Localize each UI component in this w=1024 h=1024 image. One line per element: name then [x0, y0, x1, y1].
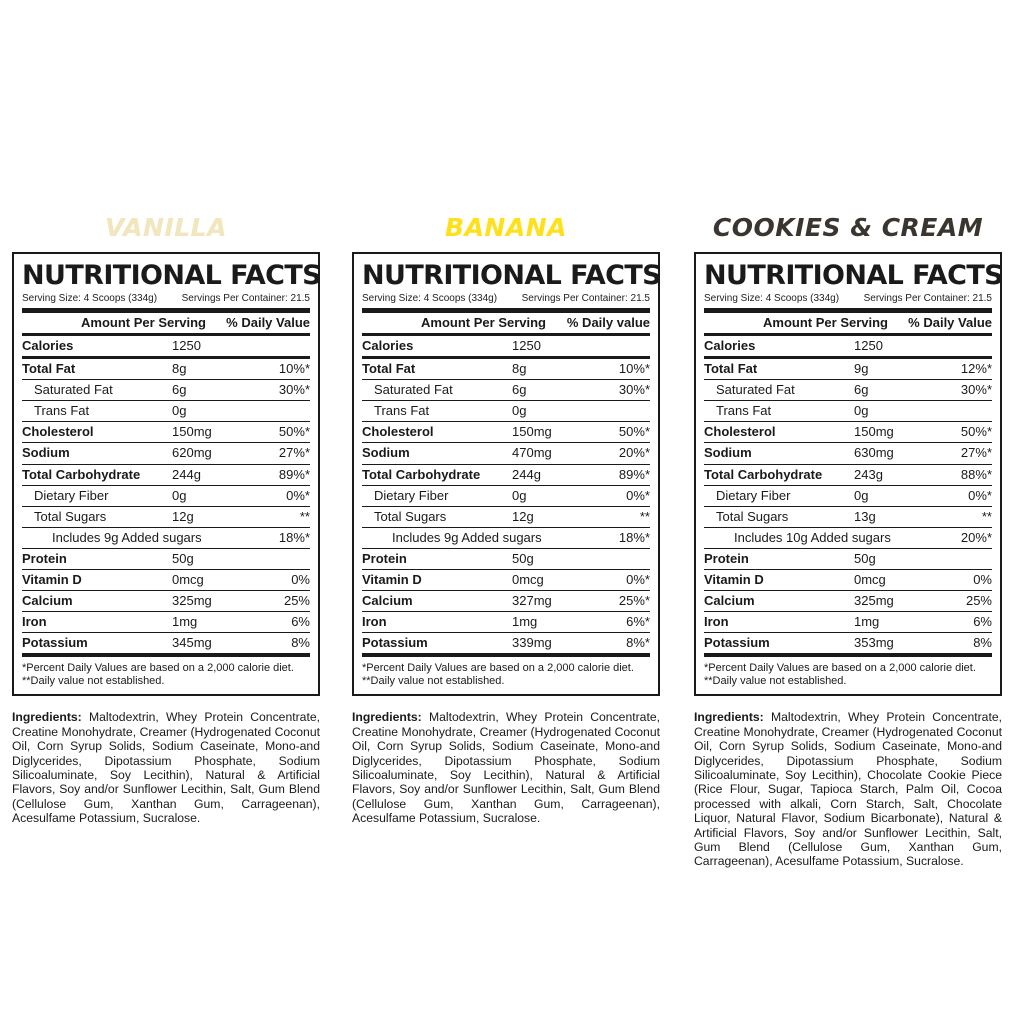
flavor-panel: [694, 210, 1002, 869]
nutrient-amount: 0g: [172, 403, 187, 419]
nutrient-row: [704, 591, 992, 612]
footnote-not-established: **Daily value not established.: [704, 675, 847, 688]
nutrient-row: [362, 465, 650, 486]
nutrient-name: Cholesterol: [22, 424, 94, 440]
nutrient-daily-value: 89%*: [278, 466, 310, 482]
nutrient-amount: 6g: [854, 382, 869, 398]
nutrient-name: Total Carbohydrate: [704, 466, 823, 482]
nutrient-name: Iron: [22, 614, 47, 630]
servings-per-container: Servings Per Container: 21.5: [521, 293, 650, 304]
column-header: [704, 313, 992, 336]
nutrient-amount: 0g: [512, 487, 527, 503]
nutrient-row: [362, 486, 650, 507]
ingredients-text: [694, 710, 1002, 868]
nutrient-daily-value: 25%: [965, 593, 992, 609]
nutrient-name: Includes 9g Added sugars: [392, 529, 542, 545]
nutrition-label: [352, 252, 660, 696]
amount-header: Amount Per Serving: [81, 315, 206, 330]
nutrient-daily-value: 10%*: [278, 361, 310, 377]
ingredients-list: Maltodextrin, Whey Protein Concentrate, Creatine Monohydrate, Creamer (Hydrogenated Coconut Oil, Corn Syrup Solids, Sodium Caseinate, Mono-and Diglycerides, Dipotassium Phosphate, Sodium Silicoaluminate, Soy Lecithin), Chocolate Cookie Piece (Rice Flour, Sugar, Tapioca Starch, Palm Oil, Cocoa processed with alkali, Corn Starch, Salt, Chocolate Liquor, Natural Flavor, Sodium Bicarbonate), Natural & Artificial Flavors, Soy and/or Sunflower Lecithin, Salt, Gum Blend (Cellulose Gum, Xanthan Gum, Carrageenan), Acesulfame Potassium, Sucralose.: [694, 710, 1002, 869]
nutrient-row: [362, 507, 650, 528]
nutrient-name: Cholesterol: [704, 424, 776, 440]
ingredients-label: Ingredients:: [694, 710, 771, 725]
nutrient-name: Includes 10g Added sugars: [734, 529, 891, 545]
nutrient-daily-value: [602, 401, 650, 421]
nutrient-amount: 1250: [512, 338, 541, 353]
nutrient-name: Iron: [362, 614, 387, 630]
nutrient-amount: 6g: [512, 382, 527, 398]
nutrient-daily-value: **: [981, 508, 992, 524]
column-header: [22, 313, 310, 336]
nutrient-name: Saturated Fat: [34, 382, 113, 398]
nutrient-row: [22, 443, 310, 464]
ingredients-list: Maltodextrin, Whey Protein Concentrate, Creatine Monohydrate, Creamer (Hydrogenated Coconut Oil, Corn Syrup Solids, Sodium Caseinate, Mono-and Diglycerides, Dipotassium Phosphate, Sodium Silicoaluminate, Soy Lecithin), Natural & Artificial Flavors, Soy and/or Sunflower Lecithin, Salt, Gum Blend (Cellulose Gum, Xanthan Gum, Carrageenan), Acesulfame Potassium, Sucralose.: [352, 710, 660, 826]
nutrient-amount: 353mg: [854, 635, 894, 651]
nutrient-row: [704, 465, 992, 486]
nutrient-daily-value: [944, 401, 992, 421]
nutrient-row: [22, 570, 310, 591]
nutrient-row: [362, 422, 650, 443]
nutrient-amount: 1mg: [172, 614, 198, 630]
nutrient-daily-value: [602, 549, 650, 569]
nutrient-name: Potassium: [362, 635, 428, 651]
nutrient-daily-value: 25%*: [618, 593, 650, 609]
nutrient-row: [704, 507, 992, 528]
nutrient-daily-value: 50%*: [960, 424, 992, 440]
nutrient-row: [704, 443, 992, 464]
label-title: NUTRITIONAL FACTS: [362, 260, 662, 291]
nutrient-daily-value: 6%*: [626, 614, 650, 630]
nutrient-amount: 244g: [172, 466, 201, 482]
nutrient-amount: 244g: [512, 466, 541, 482]
nutrient-row: [362, 633, 650, 653]
nutrient-amount: 0mcg: [172, 572, 204, 588]
nutrition-label: [694, 252, 1002, 696]
nutrient-daily-value: 20%*: [960, 529, 992, 545]
serving-size: Serving Size: 4 Scoops (334g): [22, 293, 158, 304]
nutrient-row: [362, 359, 650, 380]
amount-header: Amount Per Serving: [421, 315, 546, 330]
nutrient-row: [22, 549, 310, 570]
nutrient-row: [704, 528, 992, 549]
nutrient-row: [22, 465, 310, 486]
nutrient-row: [704, 359, 992, 380]
flavor-title: COOKIES & CREAM: [712, 213, 984, 242]
footnote-not-established: **Daily value not established.: [362, 675, 505, 688]
serving-info: [22, 292, 310, 313]
nutrient-amount: 1mg: [512, 614, 538, 630]
nutrient-amount: 0g: [854, 487, 869, 503]
nutrient-amount: 620mg: [172, 445, 212, 461]
nutrient-amount: 8g: [172, 361, 187, 377]
nutrient-name: Calories: [704, 338, 756, 353]
nutrient-amount: 0g: [854, 403, 869, 419]
nutrient-daily-value: 0%*: [626, 572, 650, 588]
nutrient-amount: 50g: [854, 550, 876, 566]
footnote-percent: *Percent Daily Values are based on a 2,000 calorie diet.: [704, 662, 976, 675]
nutrient-daily-value: 0%: [291, 572, 310, 588]
nutrient-row: [362, 528, 650, 549]
nutrient-name: Total Sugars: [34, 508, 107, 524]
nutrient-daily-value: [944, 336, 992, 356]
daily-value-header: % Daily Value: [226, 315, 310, 330]
nutrient-name: Trans Fat: [34, 403, 90, 419]
nutrient-amount: 12g: [512, 508, 534, 524]
nutrient-row: [22, 633, 310, 653]
nutrient-name: Calories: [362, 338, 414, 353]
nutrient-daily-value: 30%*: [960, 382, 992, 398]
nutrient-row: [22, 528, 310, 549]
servings-per-container: Servings Per Container: 21.5: [863, 293, 992, 304]
nutrient-name: Saturated Fat: [716, 382, 795, 398]
nutrient-row: [704, 570, 992, 591]
nutrient-amount: 325mg: [854, 593, 894, 609]
nutrient-name: Calories: [22, 338, 74, 353]
nutrient-row: [704, 486, 992, 507]
nutrient-name: Vitamin D: [704, 572, 764, 588]
nutrient-row: [362, 401, 650, 422]
nutrient-amount: 150mg: [854, 424, 894, 440]
nutrient-daily-value: 25%: [283, 593, 310, 609]
nutrient-row: [22, 591, 310, 612]
nutrient-row: [704, 422, 992, 443]
nutrient-daily-value: 8%: [973, 635, 992, 651]
footnote-percent: *Percent Daily Values are based on a 2,000 calorie diet.: [22, 662, 294, 675]
nutrient-table: [362, 336, 650, 657]
nutrient-daily-value: 0%: [973, 572, 992, 588]
nutrient-name: Sodium: [362, 445, 410, 461]
nutrient-row: [22, 486, 310, 507]
nutrient-name: Calcium: [704, 593, 755, 609]
footnotes: [704, 657, 992, 688]
nutrient-row: [704, 401, 992, 422]
nutrient-amount: 325mg: [172, 593, 212, 609]
nutrient-name: Trans Fat: [716, 403, 772, 419]
nutrient-name: Potassium: [704, 635, 770, 651]
nutrient-name: Cholesterol: [362, 424, 434, 440]
nutrient-daily-value: 12%*: [960, 361, 992, 377]
nutrient-row: [362, 570, 650, 591]
nutrient-row: [22, 401, 310, 422]
nutrient-amount: 1mg: [854, 614, 880, 630]
nutrient-daily-value: [262, 549, 310, 569]
nutrient-daily-value: 6%: [973, 614, 992, 630]
ingredients-list: Maltodextrin, Whey Protein Concentrate, Creatine Monohydrate, Creamer (Hydrogenated Coconut Oil, Corn Syrup Solids, Sodium Caseinate, Mono-and Diglycerides, Dipotassium Phosphate, Sodium Silicoaluminate, Soy Lecithin), Natural & Artificial Flavors, Soy and/or Sunflower Lecithin, Salt, Gum Blend (Cellulose Gum, Xanthan Gum, Carrageenan), Acesulfame Potassium, Sucralose.: [12, 710, 320, 826]
nutrient-daily-value: 0%*: [626, 487, 650, 503]
nutrient-amount: 9g: [854, 361, 869, 377]
nutrient-daily-value: 30%*: [278, 382, 310, 398]
nutrient-name: Total Sugars: [716, 508, 789, 524]
nutrient-row: [362, 443, 650, 464]
nutrient-daily-value: 88%*: [960, 466, 992, 482]
nutrient-name: Protein: [704, 550, 749, 566]
nutrient-name: Calcium: [362, 593, 413, 609]
nutrient-name: Iron: [704, 614, 729, 630]
nutrient-amount: 1250: [854, 338, 883, 353]
nutrient-row: [362, 336, 650, 359]
servings-per-container: Servings Per Container: 21.5: [181, 293, 310, 304]
nutrition-label: [12, 252, 320, 696]
footnote-not-established: **Daily value not established.: [22, 675, 165, 688]
nutrient-amount: 0mcg: [854, 572, 886, 588]
nutrient-name: Vitamin D: [22, 572, 82, 588]
nutrient-table: [704, 336, 992, 657]
nutrient-name: Saturated Fat: [374, 382, 453, 398]
amount-header: Amount Per Serving: [763, 315, 888, 330]
daily-value-header: % Daily Value: [908, 315, 992, 330]
nutrient-row: [704, 633, 992, 653]
nutrient-row: [22, 422, 310, 443]
nutrient-amount: 6g: [172, 382, 187, 398]
nutrient-daily-value: [602, 336, 650, 356]
nutrient-daily-value: 27%*: [278, 445, 310, 461]
serving-size: Serving Size: 4 Scoops (334g): [704, 293, 840, 304]
nutrient-amount: 470mg: [512, 445, 552, 461]
footnote-percent: *Percent Daily Values are based on a 2,000 calorie diet.: [362, 662, 634, 675]
nutrient-daily-value: 30%*: [618, 382, 650, 398]
nutrient-name: Total Carbohydrate: [22, 466, 141, 482]
nutrient-daily-value: 89%*: [618, 466, 650, 482]
serving-info: [362, 292, 650, 313]
nutrient-amount: 1250: [172, 338, 201, 353]
serving-size: Serving Size: 4 Scoops (334g): [362, 293, 498, 304]
nutrient-name: Dietary Fiber: [34, 487, 109, 503]
nutrient-daily-value: [262, 401, 310, 421]
footnotes: [362, 657, 650, 688]
nutrient-name: Total Fat: [362, 361, 416, 377]
nutrient-name: Vitamin D: [362, 572, 422, 588]
daily-value-header: % Daily value: [566, 315, 650, 330]
nutrient-row: [22, 359, 310, 380]
flavor-title: VANILLA: [105, 213, 227, 242]
nutrient-amount: 630mg: [854, 445, 894, 461]
nutrient-amount: 50g: [172, 550, 194, 566]
nutrient-amount: 0g: [512, 403, 527, 419]
nutrient-daily-value: 50%*: [618, 424, 650, 440]
nutrient-daily-value: 8%*: [626, 635, 650, 651]
nutrient-name: Total Fat: [22, 361, 76, 377]
ingredients-label: Ingredients:: [12, 710, 89, 725]
nutrient-daily-value: 8%: [291, 635, 310, 651]
nutrient-name: Includes 9g Added sugars: [52, 529, 202, 545]
nutrient-daily-value: [262, 336, 310, 356]
nutrient-name: Trans Fat: [374, 403, 430, 419]
nutrient-name: Dietary Fiber: [374, 487, 449, 503]
nutrient-daily-value: 0%*: [968, 487, 992, 503]
nutrient-daily-value: 18%*: [618, 529, 650, 545]
nutrient-row: [362, 380, 650, 401]
nutrient-amount: 150mg: [512, 424, 552, 440]
nutrient-row: [22, 336, 310, 359]
ingredients-text: [12, 710, 320, 825]
footnotes: [22, 657, 310, 688]
nutrient-daily-value: **: [639, 508, 650, 524]
nutrient-name: Protein: [362, 550, 407, 566]
nutrient-amount: 13g: [854, 508, 876, 524]
nutrient-row: [704, 380, 992, 401]
nutrient-name: Total Carbohydrate: [362, 466, 481, 482]
column-header: [362, 313, 650, 336]
nutrient-row: [362, 591, 650, 612]
nutrient-daily-value: **: [299, 508, 310, 524]
nutrient-name: Calcium: [22, 593, 73, 609]
nutrient-amount: 327mg: [512, 593, 552, 609]
nutrient-daily-value: 50%*: [278, 424, 310, 440]
nutrient-row: [22, 507, 310, 528]
nutrient-name: Dietary Fiber: [716, 487, 791, 503]
nutrient-daily-value: 27%*: [960, 445, 992, 461]
nutrient-name: Total Sugars: [374, 508, 447, 524]
nutrient-amount: 0mcg: [512, 572, 544, 588]
label-title: NUTRITIONAL FACTS: [704, 260, 1004, 291]
flavor-title: BANANA: [445, 213, 567, 242]
ingredients-label: Ingredients:: [352, 710, 429, 725]
nutrient-amount: 12g: [172, 508, 194, 524]
nutrient-amount: 243g: [854, 466, 883, 482]
serving-info: [704, 292, 992, 313]
nutrient-row: [704, 549, 992, 570]
nutrient-amount: 339mg: [512, 635, 552, 651]
nutrient-daily-value: 6%: [291, 614, 310, 630]
nutrient-daily-value: 0%*: [286, 487, 310, 503]
nutrient-table: [22, 336, 310, 657]
nutrient-name: Protein: [22, 550, 67, 566]
nutrient-amount: 150mg: [172, 424, 212, 440]
nutrient-name: Potassium: [22, 635, 88, 651]
nutrient-daily-value: 10%*: [618, 361, 650, 377]
nutrient-daily-value: 20%*: [618, 445, 650, 461]
nutrient-name: Sodium: [22, 445, 70, 461]
nutrient-row: [704, 612, 992, 633]
ingredients-text: [352, 710, 660, 825]
nutrient-daily-value: 18%*: [278, 529, 310, 545]
flavor-panel: [12, 210, 320, 826]
nutrient-row: [362, 549, 650, 570]
nutrient-amount: 8g: [512, 361, 527, 377]
nutrient-name: Total Fat: [704, 361, 758, 377]
nutrient-row: [362, 612, 650, 633]
nutrient-amount: 0g: [172, 487, 187, 503]
nutrient-row: [704, 336, 992, 359]
flavor-panel: [352, 210, 660, 826]
nutrient-amount: 50g: [512, 550, 534, 566]
nutrient-name: Sodium: [704, 445, 752, 461]
label-title: NUTRITIONAL FACTS: [22, 260, 322, 291]
nutrient-daily-value: [944, 549, 992, 569]
nutrient-amount: 345mg: [172, 635, 212, 651]
nutrient-row: [22, 612, 310, 633]
nutrient-row: [22, 380, 310, 401]
